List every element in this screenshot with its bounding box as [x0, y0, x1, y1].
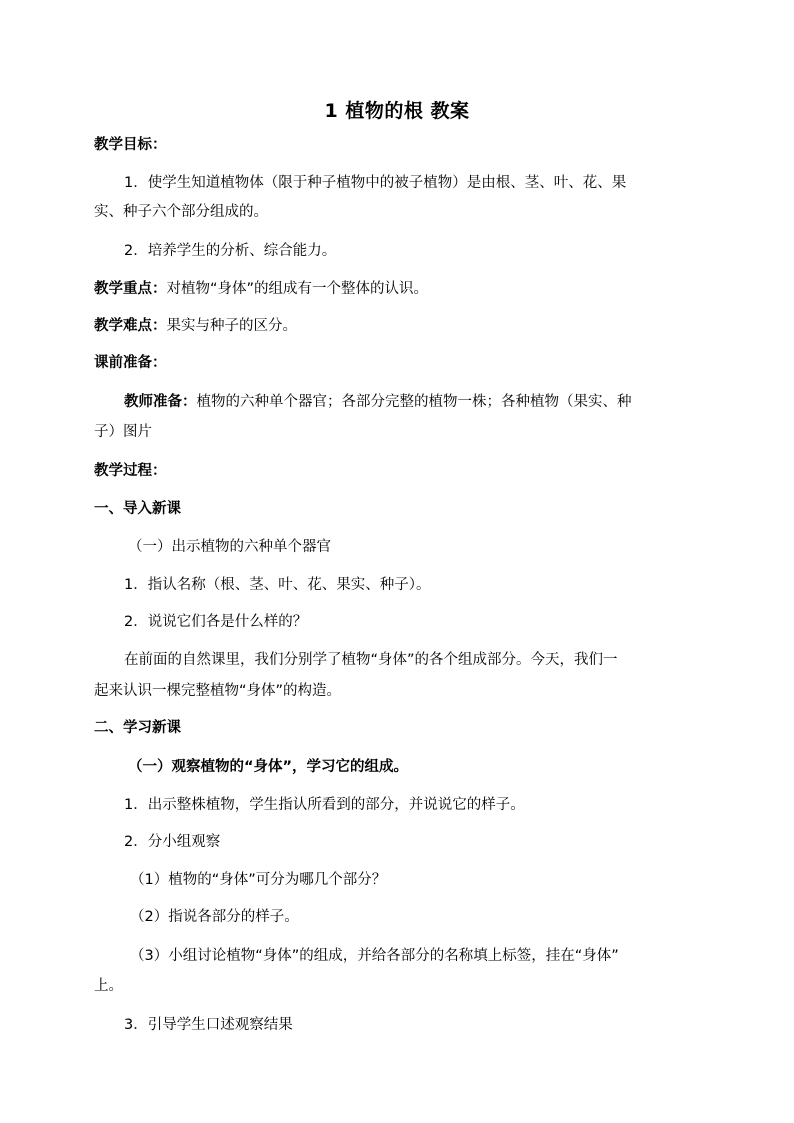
part-2-subheading: （一）观察植物的“身体”，学习它的组成。: [128, 759, 409, 775]
goals-heading: 教学目标：: [94, 137, 167, 153]
teacher-prep-text: 植物的六种单个器官；各部分完整的植物一株；各种植物（果实、种: [196, 394, 632, 410]
part-2-question-3-line-1: （3）小组讨论植物“身体”的组成，并给各部分的名称填上标签，挂在“身体”: [130, 948, 619, 964]
teacher-prep-label: 教师准备：: [124, 394, 197, 410]
part-2-question-1: （1）植物的“身体”可分为哪几个部分？: [130, 872, 387, 888]
process-heading: 教学过程：: [94, 463, 167, 479]
part-1-paragraph-line-1: 在前面的自然课里，我们分别学了植物“身体”的各个组成部分。今天，我们一: [124, 652, 618, 668]
difficult-point-label: 教学难点：: [94, 318, 167, 334]
difficult-point-text: 果实与种子的区分。: [166, 318, 297, 334]
goal-2: 2．培养学生的分析、综合能力。: [124, 243, 337, 259]
part-1-heading: 一、导入新课: [94, 501, 181, 517]
prep-heading: 课前准备：: [94, 355, 167, 371]
goal-1-line-1: 1．使学生知道植物体（限于种子植物中的被子植物）是由根、茎、叶、花、果: [124, 175, 627, 191]
part-1-subheading: （一）出示植物的六种单个器官: [128, 539, 331, 555]
part-1-paragraph-line-2: 起来认识一棵完整植物“身体”的构造。: [94, 683, 342, 699]
teacher-prep-line-1: [124, 391, 704, 413]
key-point-text: 对植物“身体”的组成有一个整体的认识。: [166, 281, 429, 297]
teacher-prep-line-2: 子）图片: [94, 424, 152, 440]
part-2-heading: 二、学习新课: [94, 720, 181, 736]
part-1-item-2: 2．说说它们各是什么样的？: [124, 614, 308, 630]
difficult-point: [94, 315, 704, 337]
part-2-item-3: 3．引导学生口述观察结果: [124, 1017, 293, 1033]
key-point-label: 教学重点：: [94, 281, 167, 297]
part-2-question-3-line-2: 上。: [94, 978, 123, 994]
part-2-question-2: （2）指说各部分的样子。: [130, 909, 299, 925]
part-2-item-2: 2．分小组观察: [124, 834, 221, 850]
part-1-item-1: 1．指认名称（根、茎、叶、花、果实、种子）。: [124, 577, 431, 593]
page-title: 1 植物的根 教案: [324, 100, 470, 122]
part-2-item-1: 1．出示整株植物，学生指认所看到的部分，并说说它的样子。: [124, 797, 525, 813]
goal-1-line-2: 实、种子六个部分组成的。: [94, 204, 268, 220]
key-point: [94, 278, 704, 300]
